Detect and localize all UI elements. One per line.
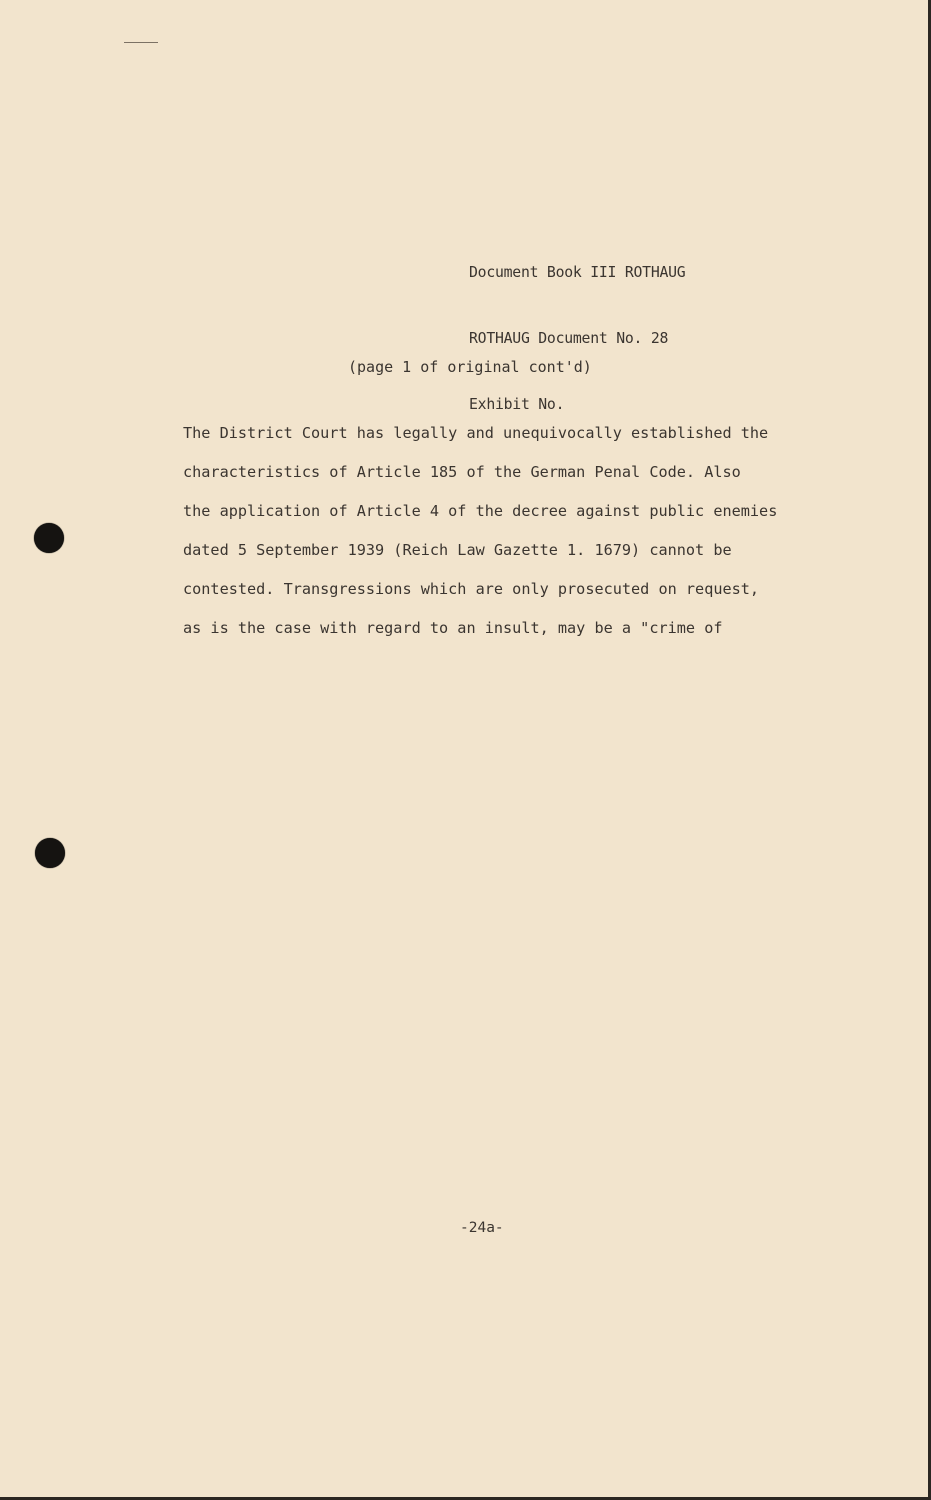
punch-hole-bottom <box>35 838 65 868</box>
header-line-document-number: ROTHAUG Document No. 28 <box>469 330 669 347</box>
body-paragraph <box>183 414 823 648</box>
punch-hole-top <box>34 523 64 553</box>
margin-rule-mark <box>124 42 158 43</box>
body-line: contested. Transgressions which are only prosecuted on request, <box>183 580 760 598</box>
page-number: -24a- <box>460 1220 504 1236</box>
body-line: dated 5 September 1939 (Reich Law Gazette 1. 1679) cannot be <box>183 541 732 559</box>
body-line: the application of Article 4 of the decree against public enemies <box>183 502 778 520</box>
body-line: The District Court has legally and unequivocally established the <box>183 424 769 442</box>
header-line-book: Document Book III ROTHAUG <box>469 264 686 281</box>
body-line: as is the case with regard to an insult, may be a "crime of <box>183 619 723 637</box>
header-line-exhibit: Exhibit No. <box>469 396 565 413</box>
body-line: characteristics of Article 185 of the German Penal Code. Also <box>183 463 741 481</box>
continuation-note: (page 1 of original cont'd) <box>348 358 592 376</box>
